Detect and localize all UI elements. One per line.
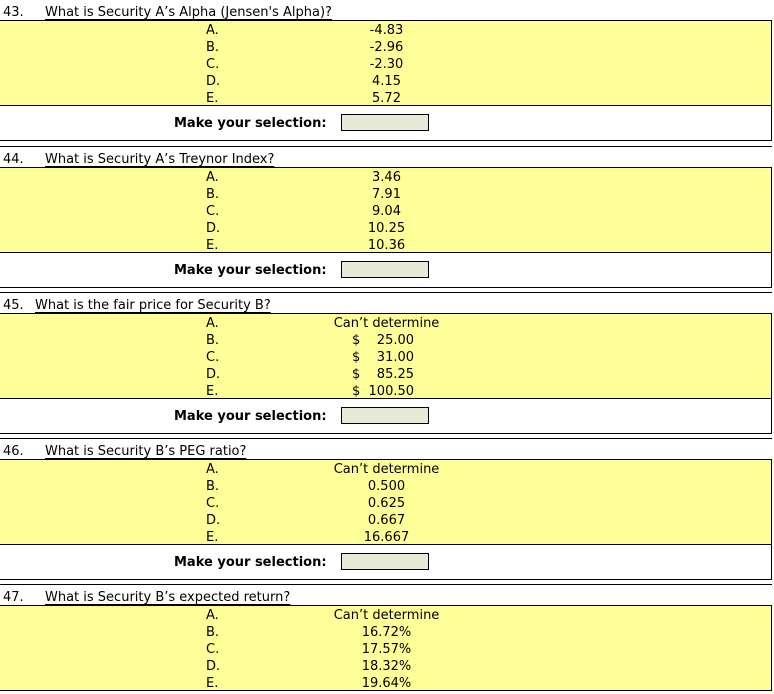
- option-value: $ 25.00: [352, 333, 415, 348]
- question-header: [0, 438, 772, 459]
- option-a: [0, 315, 771, 332]
- option-letter: C.: [206, 204, 220, 219]
- option-letter: D.: [206, 659, 221, 674]
- option-value: 9.04: [372, 204, 401, 219]
- selection-input-43[interactable]: [341, 114, 429, 131]
- option-letter: D.: [206, 367, 221, 382]
- option-letter: E.: [206, 530, 219, 545]
- option-value: $ 31.00: [352, 350, 415, 365]
- option-d: [0, 366, 771, 383]
- option-value: 17.57%: [361, 642, 412, 657]
- option-letter: A.: [206, 462, 219, 477]
- option-letter: A.: [206, 316, 219, 331]
- question-header: [0, 0, 772, 20]
- option-c: [0, 203, 771, 220]
- option-value: 5.72: [372, 91, 401, 106]
- question-number: 44.: [3, 152, 24, 167]
- option-b: [0, 478, 771, 495]
- option-b: [0, 186, 771, 203]
- option-e: [0, 675, 771, 692]
- option-value: 3.46: [372, 170, 401, 185]
- question-text: What is the fair price for Security B?: [35, 298, 271, 313]
- question-number: 45.: [3, 298, 24, 313]
- selection-input-45[interactable]: [341, 407, 429, 424]
- option-value: $ 100.50: [352, 384, 415, 399]
- selection-row: [0, 545, 772, 580]
- option-value: 0.500: [367, 479, 406, 494]
- option-value: 10.36: [367, 238, 406, 253]
- option-d: [0, 512, 771, 529]
- option-value: -4.83: [369, 23, 404, 38]
- selection-label: Make your selection:: [174, 409, 327, 424]
- question-number: 46.: [3, 444, 24, 459]
- option-letter: E.: [206, 238, 219, 253]
- option-c: [0, 56, 771, 73]
- question-header: [0, 584, 772, 605]
- question-43: [0, 0, 772, 141]
- question-47: [0, 584, 772, 691]
- option-value: $ 85.25: [352, 367, 415, 382]
- option-d: [0, 220, 771, 237]
- option-letter: A.: [206, 23, 219, 38]
- selection-label: Make your selection:: [174, 555, 327, 570]
- option-letter: C.: [206, 350, 220, 365]
- question-number: 47.: [3, 590, 24, 605]
- selection-label: Make your selection:: [174, 263, 327, 278]
- option-e: [0, 237, 771, 254]
- question-45: [0, 292, 772, 434]
- option-letter: B.: [206, 479, 220, 494]
- selection-input-44[interactable]: [341, 261, 429, 278]
- option-a: [0, 22, 771, 39]
- selection-row: [0, 253, 772, 288]
- option-value: 16.72%: [361, 625, 412, 640]
- option-value: Can’t determine: [333, 462, 440, 477]
- option-b: [0, 332, 771, 349]
- question-text: What is Security B’s expected return?: [45, 590, 291, 605]
- question-text: What is Security A’s Treynor Index?: [45, 152, 275, 167]
- selection-row: [0, 106, 772, 141]
- option-d: [0, 73, 771, 90]
- option-letter: E.: [206, 676, 219, 691]
- option-value: Can’t determine: [333, 608, 440, 623]
- answer-options: [0, 605, 772, 691]
- question-44: [0, 146, 772, 288]
- question-header: [0, 292, 772, 313]
- selection-input-46[interactable]: [341, 553, 429, 570]
- option-e: [0, 383, 771, 400]
- question-header: [0, 146, 772, 167]
- option-letter: C.: [206, 642, 220, 657]
- option-letter: C.: [206, 496, 220, 511]
- answer-options: [0, 167, 772, 253]
- option-value: 7.91: [372, 187, 401, 202]
- option-c: [0, 495, 771, 512]
- option-b: [0, 39, 771, 56]
- option-letter: B.: [206, 187, 220, 202]
- option-value: -2.30: [369, 57, 404, 72]
- option-value: -2.96: [369, 40, 404, 55]
- option-letter: E.: [206, 384, 219, 399]
- option-c: [0, 349, 771, 366]
- option-letter: D.: [206, 513, 221, 528]
- option-a: [0, 169, 771, 186]
- option-value: 0.667: [367, 513, 406, 528]
- option-e: [0, 90, 771, 107]
- option-value: 0.625: [367, 496, 406, 511]
- option-d: [0, 658, 771, 675]
- answer-options: [0, 313, 772, 399]
- option-letter: B.: [206, 625, 220, 640]
- option-value: 10.25: [367, 221, 406, 236]
- option-value: 16.667: [363, 530, 410, 545]
- option-letter: C.: [206, 57, 220, 72]
- option-b: [0, 624, 771, 641]
- answer-options: [0, 459, 772, 545]
- option-value: 19.64%: [361, 676, 412, 691]
- answer-options: [0, 20, 772, 106]
- question-number: 43.: [3, 5, 24, 20]
- option-letter: E.: [206, 91, 219, 106]
- option-letter: A.: [206, 608, 219, 623]
- option-c: [0, 641, 771, 658]
- option-a: [0, 461, 771, 478]
- option-e: [0, 529, 771, 546]
- option-letter: B.: [206, 333, 220, 348]
- option-letter: A.: [206, 170, 219, 185]
- option-value: 4.15: [372, 74, 401, 89]
- option-letter: D.: [206, 221, 221, 236]
- option-value: 18.32%: [361, 659, 412, 674]
- option-letter: B.: [206, 40, 220, 55]
- option-a: [0, 607, 771, 624]
- question-text: What is Security A’s Alpha (Jensen's Alpha)?: [45, 5, 332, 20]
- selection-label: Make your selection:: [174, 116, 327, 131]
- option-value: Can’t determine: [333, 316, 440, 331]
- option-letter: D.: [206, 74, 221, 89]
- selection-row: [0, 399, 772, 434]
- question-46: [0, 438, 772, 580]
- question-text: What is Security B’s PEG ratio?: [45, 444, 247, 459]
